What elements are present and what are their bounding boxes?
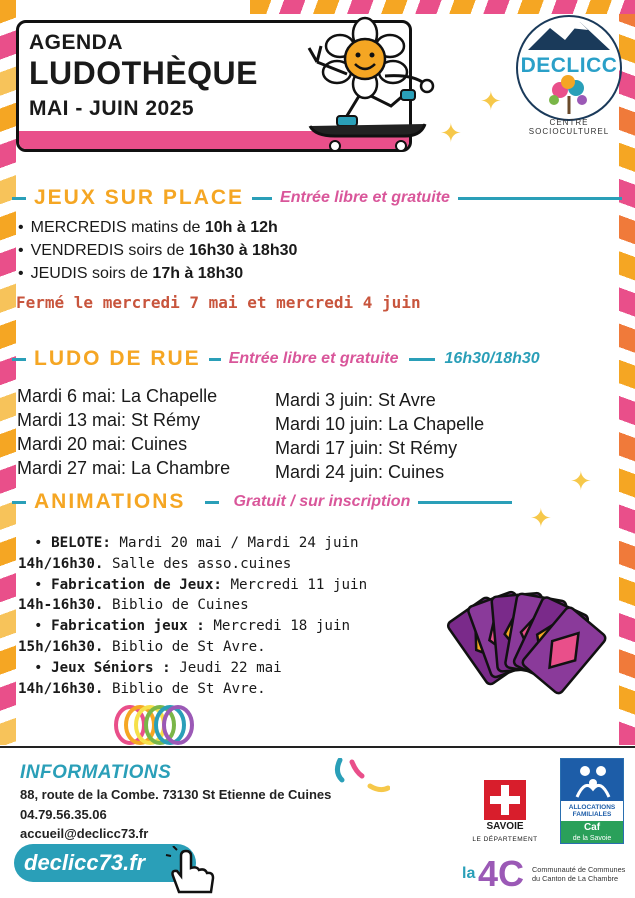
savoie-name: SAVOIE [486,821,524,832]
list-item: Mardi 13 mai: St Rémy [17,410,201,430]
list-item [18,679,367,700]
sparkle-icon: ✦ [530,503,552,533]
title-agenda: AGENDA [29,31,124,54]
animation-date: Mercredi 11 juin [221,576,368,593]
animation-name: Fabrication jeux : [51,618,205,635]
list-item: Mardi 20 mai: Cuines [17,434,188,454]
caf-region: de la Savoie [561,834,623,843]
section-subtitle: Gratuit / sur inscription [233,493,411,510]
info-email: accueil@declicc73.fr [20,826,149,841]
animation-date: Mardi 20 mai / Mardi 24 juin [110,535,359,551]
animation-place: Biblio de St Avre. [103,680,266,697]
caf-line2: FAMILIALES [572,811,612,818]
section-title: ANIMATIONS [34,490,186,513]
list-item [18,216,297,239]
list-item: Mardi 6 mai: La Chapelle [17,386,218,406]
info-phone: 04.79.56.35.06 [20,807,107,822]
la4c-prefix: la [462,865,476,882]
savoie-dept: LE DÉPARTEMENT [472,836,538,843]
section-header-ludo-de-rue [12,344,622,374]
caf-emblem-icon [561,759,623,801]
rainbow-spring-icon [110,700,195,750]
hours-day: VENDREDIS soirs de [30,242,189,259]
animation-place: Salle des asso.cuines [103,555,292,572]
la4c-mark: 4C [478,853,525,892]
hours-time: 10h à 12h [204,219,278,236]
hand-cursor-icon [165,846,217,896]
list-item [18,554,367,575]
opening-hours-list [18,216,297,285]
animation-name: Jeux Séniors : [51,659,171,676]
decorative-squiggles-icon [330,758,390,808]
hours-day: JEUDIS soirs de [30,265,153,282]
logo-subtitle: CENTRE SOCIOCULTUREL [528,118,610,136]
section-line [458,197,622,200]
flower-skateboard-mascot-icon [295,14,435,154]
section-line [252,197,272,200]
caf-line1: ALLOCATIONS [568,804,616,811]
animation-time: 14h/16h30. [18,680,104,697]
animation-place: Biblio de Cuines [103,597,249,614]
section-line [209,358,221,361]
section-subtitle: Entrée libre et gratuite [228,350,399,367]
closed-notice: Fermé le mercredi 7 mai et mercredi 4 juin [16,293,421,312]
section-dash [12,358,26,361]
list-item [18,239,297,262]
sparkle-icon: ✦ [440,118,462,148]
hours-time: 16h30 à 18h30 [188,242,298,259]
caf-name: Caf [561,821,623,834]
caf-logo [560,758,624,844]
animation-name: BELOTE: [51,535,111,551]
animation-name: Fabrication de Jeux: [51,576,222,593]
declicc-logo [510,10,628,135]
list-item: • BELOTE: Mardi 20 mai / Mardi 24 juin [34,535,359,551]
animation-date: Jeudi 22 mai [170,659,282,676]
footer-divider [0,746,635,748]
animation-time: 14h/16h30. [18,555,104,572]
la4c-logo [462,852,534,892]
list-item [18,637,367,658]
savoie-logo [470,780,540,843]
section-line [418,501,512,504]
title-ludotheque: LUDOTHÈQUE [29,55,258,91]
list-item: Mardi 3 juin: St Avre [275,390,436,410]
hours-time: 17h à 18h30 [152,265,244,282]
animations-list [18,533,367,699]
list-item: Mardi 10 juin: La Chapelle [275,414,485,434]
hours-day: MERCREDIS matins de [30,219,205,236]
list-item: Mardi 27 mai: La Chambre [17,458,231,478]
section-subtitle: Entrée libre et gratuite [280,189,450,206]
section-line [205,501,219,504]
la4c-desc-line: du Canton de La Chambre [532,873,618,883]
sparkle-icon: ✦ [570,466,592,496]
caf-family-icon [561,759,624,801]
animation-date: Mercredi 18 juin [204,618,351,635]
list-item: Mardi 17 juin: St Rémy [275,438,458,458]
savoie-cross-icon [484,780,526,820]
website-link[interactable]: declicc73.fr [14,844,196,882]
section-line [409,358,435,361]
section-title: JEUX SUR PLACE [34,186,245,209]
list-item: Mardi 24 juin: Cuines [275,462,445,482]
list-item: • Jeux Séniors : Jeudi 22 mai [34,659,282,676]
section-time: 16h30/18h30 [444,350,540,367]
sparkle-icon: ✦ [480,86,502,116]
title-period: MAI - JUIN 2025 [29,97,195,120]
info-address: 88, route de la Combe. 73130 St Etienne de Cuines [20,787,332,802]
animation-place: Biblio de St Avre. [103,638,266,655]
list-item: • Fabrication jeux : Mercredi 18 juin [34,618,351,635]
section-title: LUDO DE RUE [34,347,201,370]
animation-time: 15h/16h30. [18,638,104,655]
animation-time: 14h-16h30. [18,597,104,614]
ludo-rue-may-list [17,384,230,480]
list-item [18,595,367,616]
logo-name: DECLICC [520,54,618,77]
ludo-rue-june-list [275,388,484,484]
section-header-jeux-sur-place [12,183,622,213]
playing-cards-icon [420,575,620,705]
la4c-description [532,866,632,883]
info-title: INFORMATIONS [20,762,172,783]
list-item [18,262,297,285]
section-dash [12,197,26,200]
section-dash [12,501,26,504]
la4c-desc-line: Communauté de Communes [532,865,626,874]
list-item: • Fabrication de Jeux: Mercredi 11 juin [34,576,368,593]
section-header-animations [12,487,512,517]
